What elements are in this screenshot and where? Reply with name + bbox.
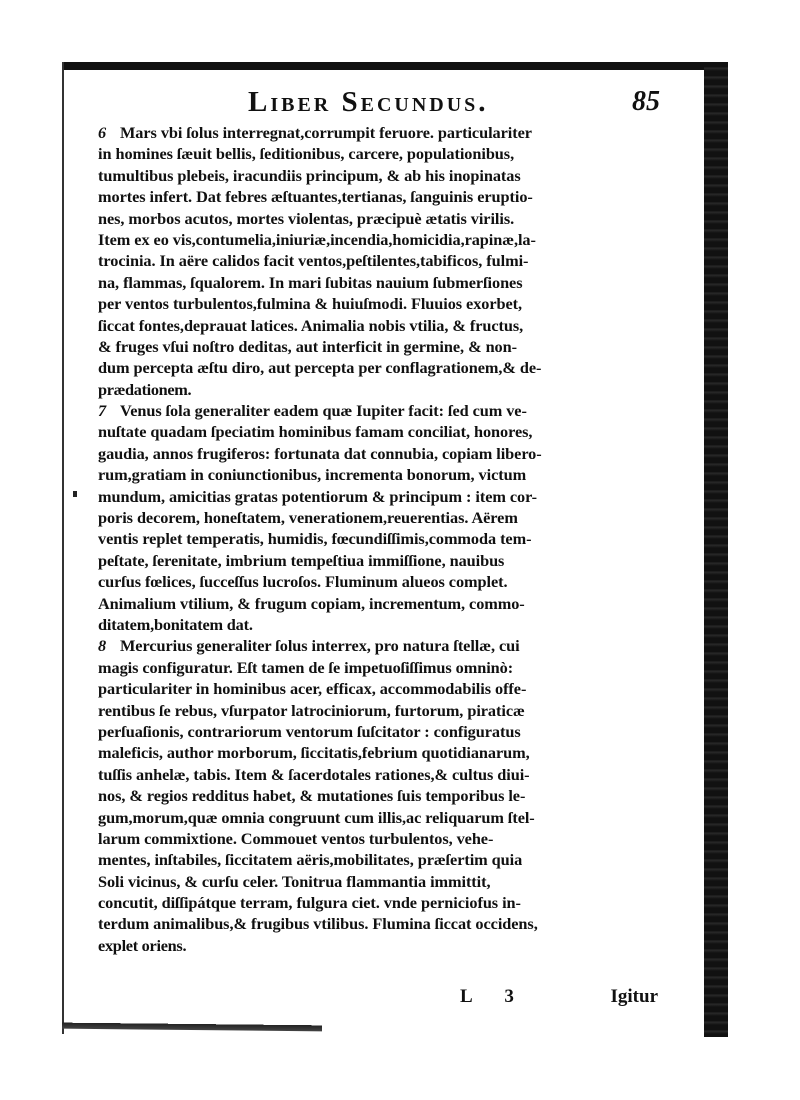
text-line [98, 336, 658, 357]
line-text: nos, & regios redditus habet, & mutationes ſuis temporibus le- [98, 786, 526, 806]
line-text: per ventos turbulentos,fulmina & huiuſmodi. Fluuios exorbet, [98, 294, 523, 314]
book-page [98, 84, 658, 956]
running-head [98, 84, 658, 122]
paragraph [98, 400, 658, 635]
line-text: perſuaſionis, contrariorum ventorum ſuſcitator : configuratus [98, 721, 521, 741]
line-text: dum percepta æſtu diro, aut percepta per conflagrationem,& de- [98, 358, 542, 378]
line-text: Item ex eo vis,contumelia,iniuriæ,incendia,homicidia,rapinæ,la- [98, 229, 536, 249]
page-frame-right-edge [704, 62, 728, 1037]
line-text: trocinia. In aëre calidos facit ventos,peſtilentes,tabificos, fulmi- [98, 251, 529, 271]
line-text: poris decorem, honeſtatem, venerationem,reuerentias. Aërem [98, 508, 518, 528]
line-text: tuſſis anhelæ, tabis. Item & ſacerdotales rationes,& cultus diui- [98, 764, 530, 784]
line-text: gum,morum,quæ omnia congruunt cum illis,ac reliquarum ſtel- [98, 807, 535, 827]
text-line [98, 272, 658, 293]
text-line [98, 528, 658, 549]
page-frame-top [62, 62, 728, 70]
line-text: Venus ſola generaliter eadem quæ Iupiter facit: ſed cum ve- [120, 401, 527, 421]
running-head-title: Liber Secundus. [248, 86, 489, 118]
text-line [98, 742, 658, 763]
line-text: particulariter in hominibus acer, efficax, accommodabilis offe- [98, 679, 527, 699]
text-line [98, 357, 658, 378]
text-line [98, 614, 658, 635]
text-line [98, 849, 658, 870]
line-text: Mercurius generaliter ſolus interrex, pro natura ſtellæ, cui [120, 636, 520, 656]
page-frame-bottom [62, 1021, 322, 1032]
text-line [98, 379, 658, 400]
line-text: larum commixtione. Commouet ventos turbulentos, vehe- [98, 828, 494, 848]
line-text: terdum animalibus,& frugibus vtilibus. Flumina ſiccat occidens, [98, 914, 538, 934]
line-text: nes, morbos acutos, mortes violentas, præcipuè ætatis virilis. [98, 208, 515, 228]
text-line [98, 293, 658, 314]
line-text: mentes, inſtabiles, ſiccitatem aëris,mobilitates, præſertim quia [98, 850, 523, 870]
text-line [98, 143, 658, 164]
text-line [98, 443, 658, 464]
line-text: na, flammas, ſqualorem. In mari ſubitas nauium ſubmerſiones [98, 272, 523, 292]
text-line [98, 122, 658, 143]
page-number: 85 [632, 86, 660, 117]
line-text: curſus fœlices, ſucceſſus lucroſos. Fluminum alueos complet. [98, 572, 508, 592]
line-text: nuſtate quadam ſpeciatim hominibus famam conciliat, honores, [98, 422, 533, 442]
text-line [98, 208, 658, 229]
paragraph [98, 635, 658, 956]
text-line [98, 700, 658, 721]
text-line [98, 186, 658, 207]
text-line [98, 635, 658, 656]
line-text: gaudia, annos frugiferos: fortunata dat connubia, copiam libero- [98, 443, 542, 463]
line-text: mundum, amicitias gratas potentiorum & principum : item cor- [98, 486, 538, 506]
ink-mark [73, 491, 77, 497]
signature-mark: L 3 [460, 986, 528, 1007]
line-text: magis configuratur. Eſt tamen de ſe impetuoſiſſimus omninò: [98, 657, 514, 677]
text-line [98, 913, 658, 934]
paragraph [98, 122, 658, 400]
line-text: rum,gratiam in coniunctionibus, incrementa bonorum, victum [98, 465, 527, 485]
text-line [98, 678, 658, 699]
line-text: ditatem,bonitatem dat. [98, 614, 253, 634]
text-line [98, 165, 658, 186]
line-text: peſtate, ſerenitate, imbrium tempeſtiua immiſſione, nauibus [98, 550, 505, 570]
line-text: explet oriens. [98, 935, 187, 955]
line-text: rentibus ſe rebus, vſurpator latrociniorum, furtorum, piraticæ [98, 700, 525, 720]
text-line [98, 764, 658, 785]
line-text: in homines ſæuit bellis, ſeditionibus, carcere, populationibus, [98, 144, 515, 164]
text-line [98, 721, 658, 742]
line-text: & fruges vſui noſtro deditas, aut interficit in germine, & non- [98, 336, 517, 356]
text-line [98, 785, 658, 806]
text-line [98, 464, 658, 485]
section-number: 7 [98, 401, 107, 421]
text-line [98, 486, 658, 507]
text-line [98, 571, 658, 592]
text-line [98, 250, 658, 271]
line-text: ſiccat fontes,deprauat latices. Animalia nobis vtilia, & fructus, [98, 315, 524, 335]
line-text: Mars vbi ſolus interregnat,corrumpit feruore. particulariter [120, 123, 532, 142]
text-line [98, 550, 658, 571]
text-line [98, 507, 658, 528]
text-line [98, 807, 658, 828]
page-footer [98, 986, 658, 1016]
page-frame-left [62, 62, 64, 1034]
line-text: ventis replet temperatis, humidis, fœcundiſſimis,commoda tem- [98, 529, 532, 549]
line-text: mortes infert. Dat febres æſtuantes,tertianas, ſanguinis eruptio- [98, 187, 533, 207]
line-text: maleficis, author morborum, ſiccitatis,febrium quotidianarum, [98, 743, 530, 763]
section-number: 8 [98, 636, 107, 656]
section-number: 6 [98, 123, 107, 142]
line-text: Animalium vtilium, & frugum copiam, incrementum, commo- [98, 593, 525, 613]
text-line [98, 229, 658, 250]
text-line [98, 935, 658, 956]
catchword: Igitur [610, 986, 658, 1007]
text-line [98, 421, 658, 442]
text-line [98, 400, 658, 421]
text-line [98, 892, 658, 913]
text-line [98, 315, 658, 336]
text-line [98, 828, 658, 849]
line-text: tumultibus plebeis, iracundiis principum, & ab his inopinatas [98, 165, 521, 185]
line-text: concutit, diſſipátque terram, fulgura ciet. vnde perniciofus in- [98, 893, 521, 913]
text-line [98, 657, 658, 678]
text-line [98, 593, 658, 614]
body-text [98, 122, 658, 956]
line-text: prædationem. [98, 379, 192, 399]
line-text: Soli vicinus, & curſu celer. Tonitrua flammantia immittit, [98, 871, 491, 891]
text-line [98, 871, 658, 892]
